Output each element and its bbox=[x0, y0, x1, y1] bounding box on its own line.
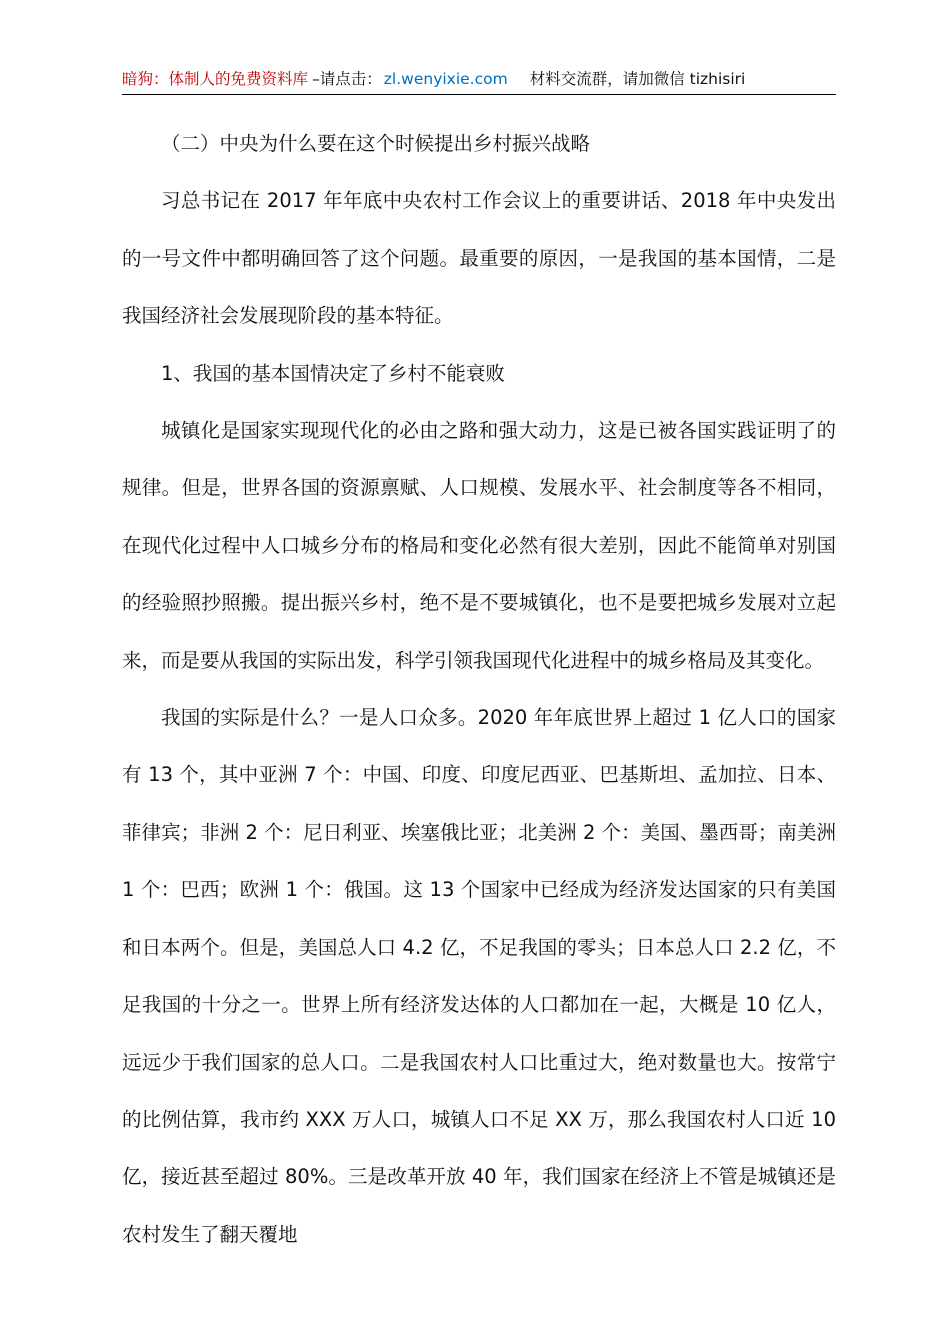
document-body bbox=[122, 115, 836, 1263]
header-divider bbox=[122, 94, 836, 95]
body-paragraph: 城镇化是国家实现现代化的必由之路和强大动力，这是已被各国实践证明了的规律。但是，世界各国的资源禀赋、人口规模、发展水平、社会制度等各不相同，在现代化过程中人口城乡分布的格局和变化必然有很大差别，因此不能简单对别国的经验照抄照搬。提出振兴乡村，绝不是不要城镇化，也不是要把城乡发展对立起来，而是要从我国的实际出发，科学引领我国现代化进程中的城乡格局及其变化。 bbox=[122, 419, 836, 672]
body-paragraph: 习总书记在 2017 年年底中央农村工作会议上的重要讲话、2018 年中央发出的一号文件中都明确回答了这个问题。最重要的原因，一是我国的基本国情，二是我国经济社会发展现阶段的基本特征。 bbox=[122, 189, 836, 328]
header-prompt: –请点击： bbox=[312, 70, 382, 88]
page-header bbox=[122, 68, 836, 90]
header-contact: 材料交流群，请加微信 tizhisiri bbox=[529, 70, 746, 88]
header-url-link[interactable]: zl.wenyixie.com bbox=[383, 70, 508, 88]
body-paragraph: 我国的实际是什么？一是人口众多。2020 年年底世界上超过 1 亿人口的国家有 13 个，其中亚洲 7 个：中国、印度、印度尼西亚、巴基斯坦、孟加拉、日本、菲律宾；非洲 2 个：尼日利亚、埃塞俄比亚；北美洲 2 个：美国、墨西哥；南美洲 1 个：巴西；欧洲 1 个：俄国。这 13 个国家中已经成为经济发达国家的只有美国和日本两个。但是，美国总人口 4.2 亿，不足我国的零头；日本总人口 2.2 亿，不足我国的十分之一。世界上所有经济发达体的人口都加在一起，大概是 10 亿人，远远少于我们国家的总人口。二是我国农村人口比重过大，绝对数量也大。按常宁的比例估算，我市约 XXX 万人口，城镇人口不足 XX 万，那么我国农村人口近 10 亿，接近甚至超过 80%。三是改革开放 40 年，我们国家在经济上不管是城镇还是农村发生了翻天覆地 bbox=[122, 706, 836, 1246]
header-brand: 暗狗：体制人的免费资料库 bbox=[122, 70, 309, 88]
subsection-heading: 1、我国的基本国情决定了乡村不能衰败 bbox=[161, 361, 505, 385]
section-heading: （二）中央为什么要在这个时候提出乡村振兴战略 bbox=[161, 132, 591, 155]
